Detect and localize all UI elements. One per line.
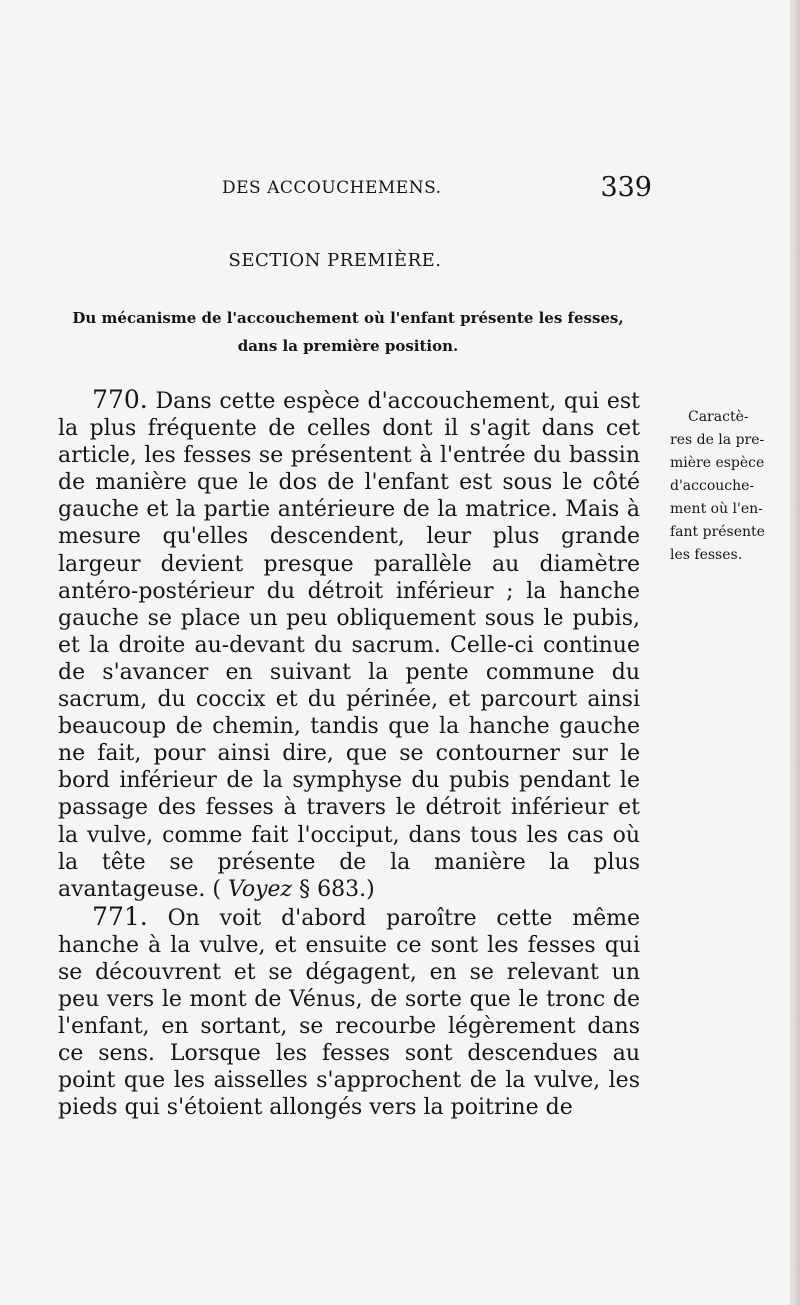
marginal-note-line: d'accouche-	[670, 478, 755, 494]
reference-rest: § 683.)	[292, 876, 375, 902]
reference-open: (	[205, 876, 228, 902]
page-number: 339	[600, 172, 652, 203]
paragraph-770	[58, 386, 640, 903]
paragraph-771	[58, 903, 640, 1122]
paragraph-text: Dans cette espèce d'accouchement, qui est la plus fréquente de celles dont il s'agit dans cet article, les fesses se présentent à l'entrée du bassin de manière que le dos de l'enfant est sous le côté gauche et la partie antérieure de la matrice. Mais à mesure qu'elles descendent, leur plus grande largeur devient presque parallèle au diamètre antéro-postérieur du détroit inférieur ; la hanche gauche se place un peu obliquement sous le pubis, et la droite au-devant du sacrum. Celle-ci continue de s'avancer en suivant la pente commune du sacrum, du coccix et du périnée, et parcourt ainsi beaucoup de chemin, tandis que la hanche gauche ne fait, pour ainsi dire, que se contourner sur le bord inférieur de la symphyse du pubis pendant le passage des fesses à travers le détroit inférieur et la vulve, comme fait l'occiput, dans tous les cas où la tête se présente de la manière la plus avantageuse.	[58, 389, 640, 902]
section-subtitle: Du mécanisme de l'accouchement où l'enfant présente les fesses, dans la première position.	[72, 309, 624, 355]
running-title: DES ACCOUCHEMENS.	[222, 178, 442, 198]
body-text	[58, 386, 640, 1122]
marginal-note-line: les fesses.	[670, 547, 743, 563]
marginal-note	[670, 406, 792, 567]
marginal-note-line: res de la pre-	[670, 432, 765, 448]
marginal-note-line: mière espèce	[670, 455, 765, 471]
paragraph-number: 771.	[92, 901, 148, 931]
marginal-note-line: fant présente	[670, 524, 765, 540]
section-title: SECTION PREMIÈRE.	[228, 250, 442, 271]
paragraph-text: On voit d'abord paroître cette même hanche à la vulve, et ensuite ce sont les fesses qui se découvrent et se dégagent, en se relevant un peu vers le mont de Vénus, de sorte que le tronc de l'enfant, en sortant, se recourbe légèrement dans ce sens. Lorsque les fesses sont descendues au point que les aisselles s'approchent de la vulve, les pieds qui s'étoient allongés vers la poitrine de	[58, 905, 640, 1121]
marginal-note-line: ment où l'en-	[670, 501, 763, 517]
paragraph-number: 770.	[92, 385, 148, 414]
running-head	[222, 172, 652, 206]
marginal-note-line: Caractè-	[688, 409, 749, 425]
reference-voyez: Voyez	[227, 876, 293, 902]
page-edge-shadow	[790, 0, 800, 1305]
